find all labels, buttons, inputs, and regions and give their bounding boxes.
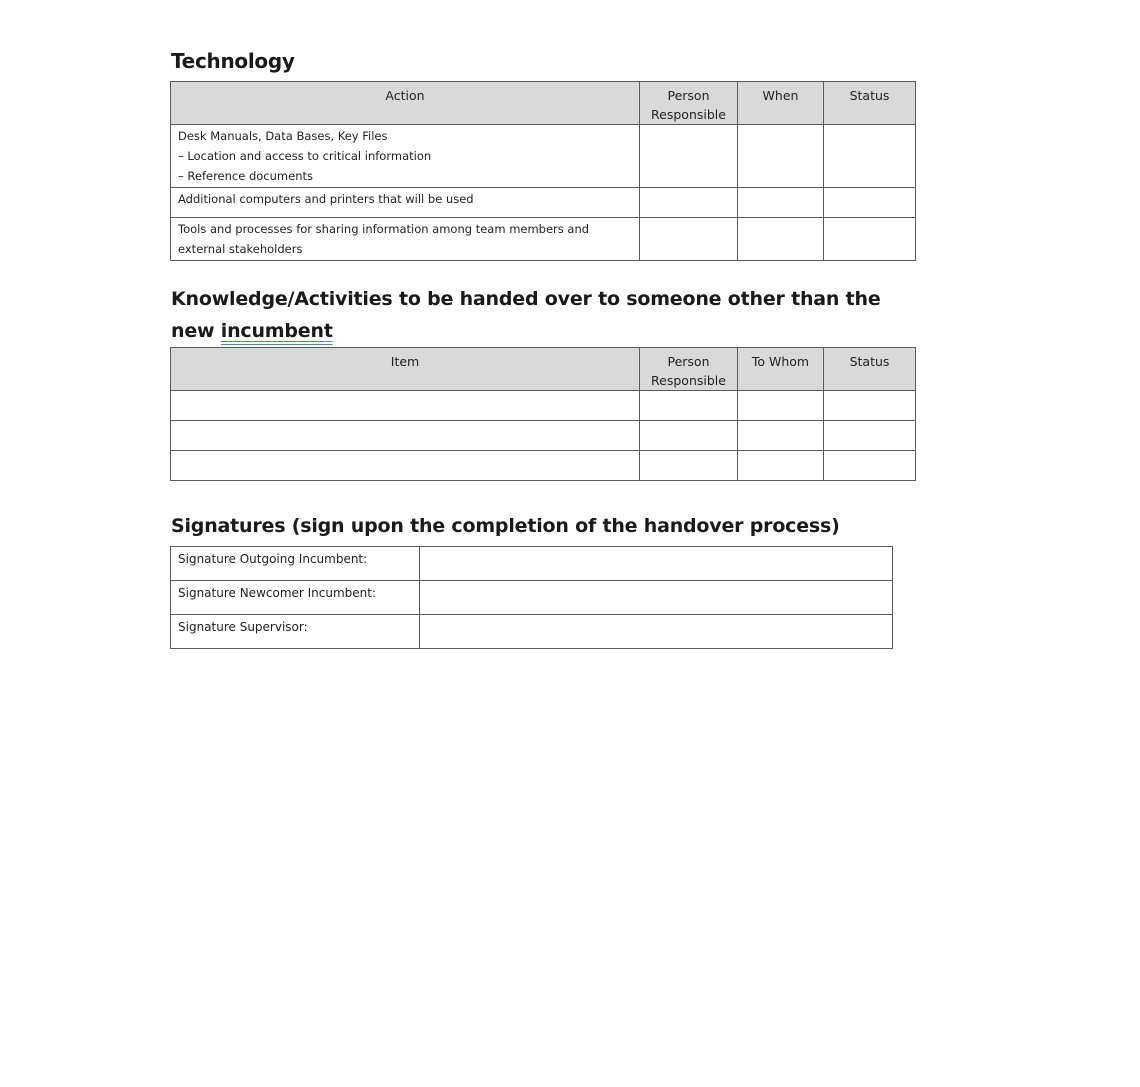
signatures-heading: Signatures (sign upon the completion of the handover process) bbox=[171, 515, 840, 537]
table-row bbox=[171, 218, 916, 261]
signature-row bbox=[171, 581, 893, 615]
technology-heading: Technology bbox=[171, 49, 295, 73]
signature-label: Signature Supervisor: bbox=[171, 615, 420, 649]
table-header-row bbox=[171, 82, 916, 125]
action-line: external stakeholders bbox=[178, 242, 303, 256]
action-cell bbox=[171, 125, 640, 188]
action-line: Tools and processes for sharing information among team members and bbox=[178, 222, 590, 236]
column-header-person-responsible bbox=[640, 82, 738, 125]
signature-row bbox=[171, 547, 893, 581]
column-header-action: Action bbox=[171, 82, 640, 125]
action-cell bbox=[171, 188, 640, 218]
column-header-to-whom: To Whom bbox=[738, 348, 824, 391]
status-cell[interactable] bbox=[824, 391, 916, 421]
status-cell[interactable] bbox=[824, 451, 916, 481]
person-responsible-cell[interactable] bbox=[640, 421, 738, 451]
column-header-person-responsible bbox=[640, 348, 738, 391]
knowledge-heading-line2: new bbox=[171, 320, 221, 342]
to-whom-cell[interactable] bbox=[738, 421, 824, 451]
status-cell[interactable] bbox=[824, 421, 916, 451]
status-cell[interactable] bbox=[824, 218, 916, 261]
knowledge-table bbox=[170, 347, 916, 481]
table-row bbox=[171, 125, 916, 188]
table-row bbox=[171, 421, 916, 451]
status-cell[interactable] bbox=[824, 125, 916, 188]
signatures-table bbox=[170, 546, 893, 649]
signature-row bbox=[171, 615, 893, 649]
table-row bbox=[171, 188, 916, 218]
action-line: Additional computers and printers that will be used bbox=[178, 192, 474, 206]
action-line: Desk Manuals, Data Bases, Key Files bbox=[178, 129, 388, 143]
item-cell[interactable] bbox=[171, 421, 640, 451]
column-header-line: Responsible bbox=[651, 373, 726, 388]
column-header-status: Status bbox=[824, 82, 916, 125]
knowledge-heading bbox=[171, 283, 931, 347]
when-cell[interactable] bbox=[738, 125, 824, 188]
table-header-row bbox=[171, 348, 916, 391]
when-cell[interactable] bbox=[738, 218, 824, 261]
column-header-line: Person bbox=[667, 354, 710, 369]
signature-field[interactable] bbox=[420, 547, 893, 581]
person-responsible-cell[interactable] bbox=[640, 218, 738, 261]
to-whom-cell[interactable] bbox=[738, 451, 824, 481]
to-whom-cell[interactable] bbox=[738, 391, 824, 421]
status-cell[interactable] bbox=[824, 188, 916, 218]
column-header-when: When bbox=[738, 82, 824, 125]
signature-label: Signature Outgoing Incumbent: bbox=[171, 547, 420, 581]
person-responsible-cell[interactable] bbox=[640, 451, 738, 481]
action-line: – Location and access to critical information bbox=[178, 149, 432, 163]
when-cell[interactable] bbox=[738, 188, 824, 218]
action-cell bbox=[171, 218, 640, 261]
knowledge-heading-underlined-word: incumbent bbox=[220, 320, 333, 342]
person-responsible-cell[interactable] bbox=[640, 188, 738, 218]
column-header-status: Status bbox=[824, 348, 916, 391]
table-row bbox=[171, 391, 916, 421]
person-responsible-cell[interactable] bbox=[640, 125, 738, 188]
signature-field[interactable] bbox=[420, 615, 893, 649]
action-line: – Reference documents bbox=[178, 169, 313, 183]
signature-field[interactable] bbox=[420, 581, 893, 615]
column-header-line: Responsible bbox=[651, 107, 726, 122]
column-header-line: Person bbox=[667, 88, 710, 103]
signature-label: Signature Newcomer Incumbent: bbox=[171, 581, 420, 615]
item-cell[interactable] bbox=[171, 391, 640, 421]
item-cell[interactable] bbox=[171, 451, 640, 481]
person-responsible-cell[interactable] bbox=[640, 391, 738, 421]
table-row bbox=[171, 451, 916, 481]
column-header-item: Item bbox=[171, 348, 640, 391]
knowledge-heading-line1: Knowledge/Activities to be handed over to someone other than the bbox=[171, 288, 881, 310]
technology-table bbox=[170, 81, 916, 261]
